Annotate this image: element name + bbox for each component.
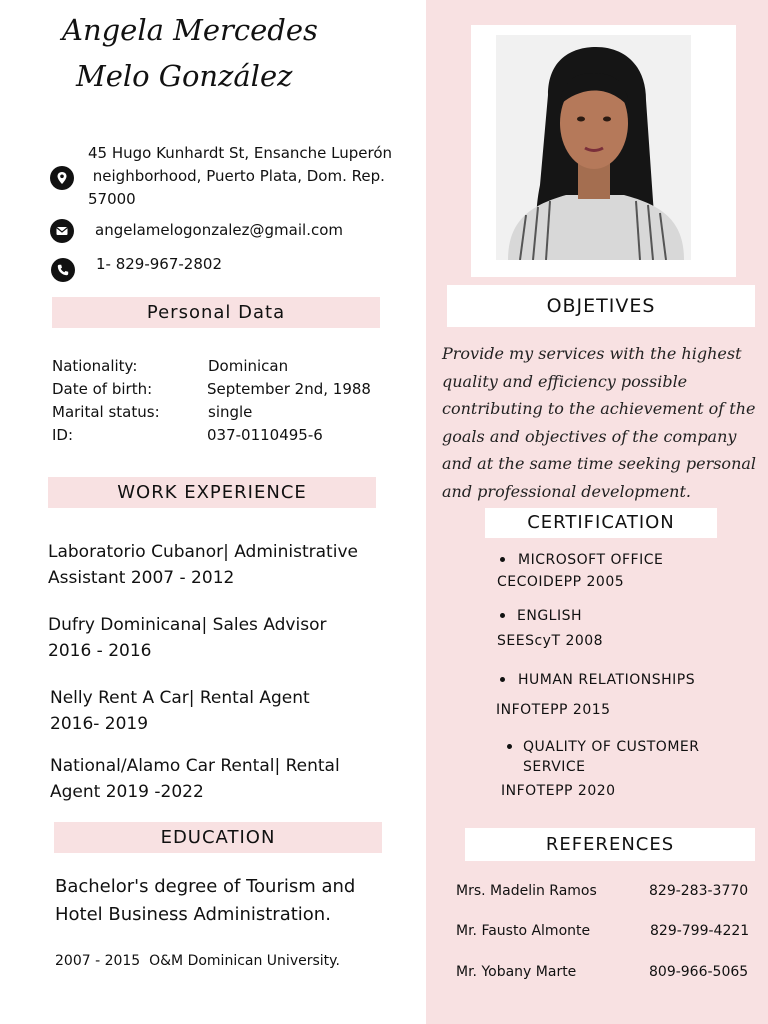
objectives-heading: OBJETIVES	[447, 285, 755, 327]
job-entry	[48, 612, 388, 664]
job-entry	[50, 685, 390, 737]
reference-phone: 829-799-4221	[650, 923, 750, 939]
cert-name: ENGLISH	[517, 608, 583, 624]
bullet	[500, 677, 505, 682]
degree-line-2: Hotel Business Administration.	[55, 904, 331, 925]
job-entry	[48, 539, 388, 591]
reference-name: Mrs. Madelin Ramos	[456, 883, 597, 899]
references-heading: REFERENCES	[465, 828, 755, 861]
marital-status-label: Marital status:	[52, 403, 160, 421]
dob-label: Date of birth:	[52, 380, 153, 398]
job-period-line: Agent 2019 -2022	[50, 782, 204, 802]
nationality-value: Dominican	[208, 357, 289, 375]
profile-photo	[496, 35, 691, 260]
bullet	[500, 557, 505, 562]
cert-issuer: INFOTEPP 2020	[501, 783, 616, 799]
name-line-1: Angela Mercedes	[62, 13, 318, 47]
reference-name: Mr. Fausto Almonte	[456, 923, 591, 939]
envelope-icon	[50, 219, 74, 243]
address-line-2: neighborhood, Puerto Plata, Dom. Rep.	[88, 167, 385, 185]
job-period-line: 2016- 2019	[50, 714, 149, 734]
cert-name: MICROSOFT OFFICE	[518, 552, 664, 568]
cert-name: HUMAN RELATIONSHIPS	[518, 672, 696, 688]
education-detail: 2007 - 2015 O&M Dominican University.	[55, 953, 340, 969]
personal-data-heading: Personal Data	[52, 297, 380, 328]
dob-value: September 2nd, 1988	[207, 380, 371, 398]
cert-issuer: INFOTEPP 2015	[496, 702, 611, 718]
reference-name: Mr. Yobany Marte	[456, 964, 577, 980]
certification-heading: CERTIFICATION	[485, 508, 717, 538]
cert-name: QUALITY OF CUSTOMER	[523, 739, 700, 755]
cert-name-continued: SERVICE	[523, 759, 586, 775]
job-title-line: Dufry Dominicana| Sales Advisor	[48, 615, 327, 635]
id-value: 037-0110495-6	[207, 426, 323, 444]
cert-issuer: SEEScyT 2008	[497, 633, 604, 649]
reference-phone: 809-966-5065	[649, 964, 749, 980]
job-title-line: Laboratorio Cubanor| Administrative	[48, 542, 358, 562]
address-line-3: 57000	[88, 190, 136, 208]
location-pin-icon	[50, 166, 74, 190]
job-period-line: Assistant 2007 - 2012	[48, 568, 235, 588]
reference-phone: 829-283-3770	[649, 883, 749, 899]
nationality-label: Nationality:	[52, 357, 138, 375]
cert-issuer: CECOIDEPP 2005	[497, 574, 625, 590]
phone: 1- 829-967-2802	[96, 255, 222, 273]
address-line-1: 45 Hugo Kunhardt St, Ensanche Luperón	[88, 144, 393, 162]
marital-status-value: single	[208, 403, 253, 421]
job-title-line: Nelly Rent A Car| Rental Agent	[50, 688, 310, 708]
education-heading: EDUCATION	[54, 822, 382, 853]
job-entry	[50, 753, 390, 805]
job-period-line: 2016 - 2016	[48, 641, 152, 661]
email[interactable]: angelamelogonzalez@gmail.com	[95, 221, 343, 239]
bullet	[500, 613, 505, 618]
bullet	[507, 744, 512, 749]
address	[88, 142, 392, 211]
id-label: ID:	[52, 426, 74, 444]
degree-line-1: Bachelor's degree of Tourism and	[55, 876, 356, 897]
name-line-2: Melo González	[76, 59, 293, 93]
work-experience-heading: WORK EXPERIENCE	[48, 477, 376, 508]
phone-icon	[51, 258, 75, 282]
job-title-line: National/Alamo Car Rental| Rental	[50, 756, 340, 776]
degree	[55, 873, 395, 929]
objective-text: Provide my services with the highest quality and efficiency possible contributing to the achievement of the goals and objectives of the company and at the same time seeking personal and professional development.	[442, 344, 757, 501]
